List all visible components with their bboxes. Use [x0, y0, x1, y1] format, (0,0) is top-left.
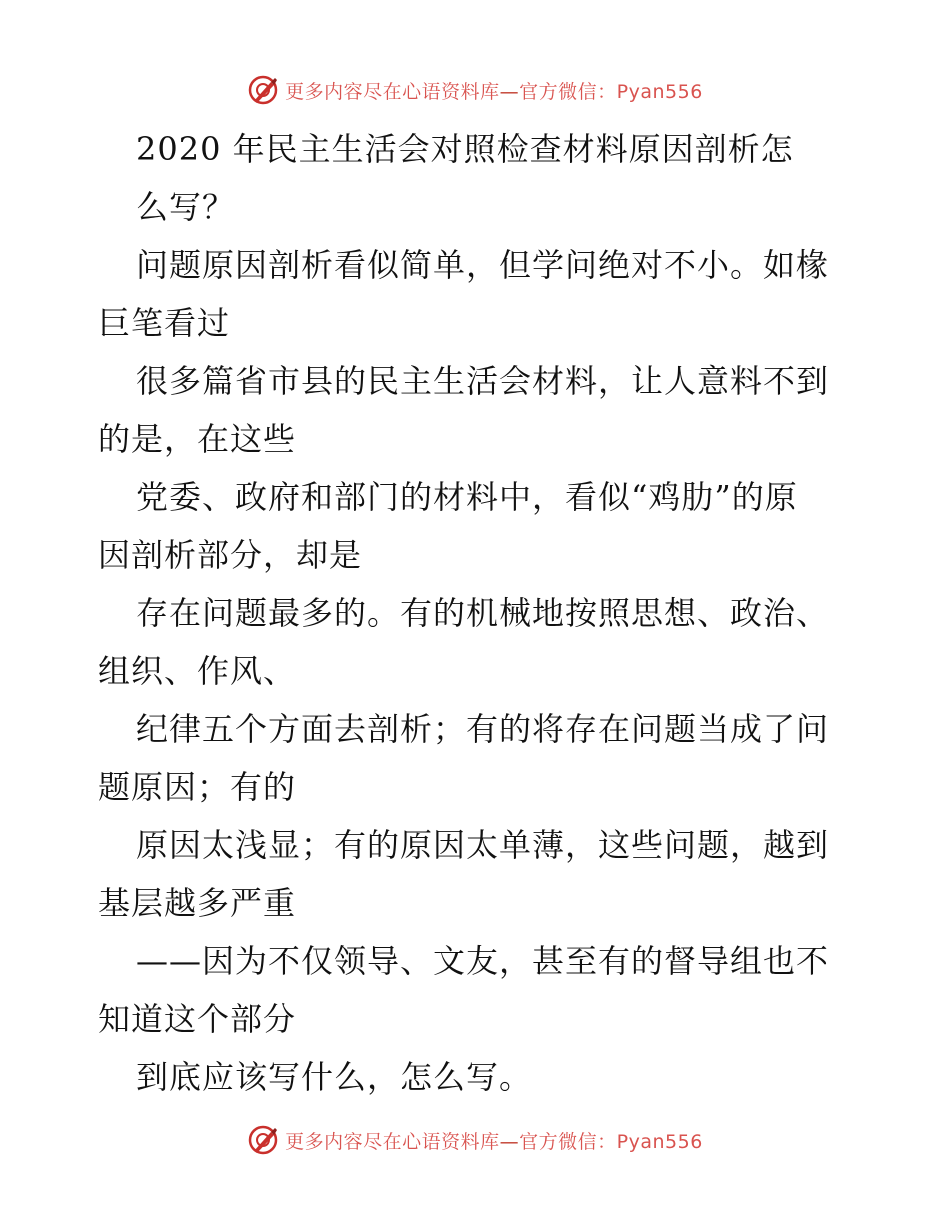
- paragraph-line: 很多篇省市县的民主生活会材料，让人意料不到: [136, 362, 830, 400]
- banner-separator: —: [499, 1130, 520, 1153]
- document-title-line-2: 么写？: [136, 188, 236, 226]
- banner-contact: 官方微信：Pyan556: [519, 80, 703, 103]
- paragraph-line: ——因为不仅领导、文友，甚至有的督导组也不: [136, 942, 830, 980]
- document-body: [98, 120, 858, 1106]
- paragraph-line: 因剖析部分，却是: [98, 536, 363, 574]
- paragraph-line: 知道这个部分: [98, 1000, 297, 1038]
- paragraph-line: 原因太浅显；有的原因太单薄，这些问题，越到: [136, 826, 830, 864]
- paragraph-line: 到底应该写什么，怎么写。: [136, 1058, 533, 1096]
- paragraph-line: 问题原因剖析看似简单，但学问绝对不小。如椽: [136, 246, 830, 284]
- paragraph-line: 巨笔看过: [98, 304, 231, 342]
- paragraph-line: 党委、政府和部门的材料中，看似“鸡肋”的原: [136, 478, 798, 516]
- header-banner-text: [285, 77, 703, 104]
- banner-title: 更多内容尽在心语资料库: [285, 80, 500, 103]
- banner-contact: 官方微信：Pyan556: [519, 1130, 703, 1153]
- paragraph-line: 组织、作风、: [98, 652, 297, 690]
- footer-banner-text: [285, 1127, 703, 1154]
- paragraph-line: 题原因；有的: [98, 768, 297, 806]
- paragraph-line: 基层越多严重: [98, 884, 297, 922]
- pen-logo-icon: [247, 74, 279, 106]
- pen-logo-icon: [247, 1124, 279, 1156]
- paragraph-line: 存在问题最多的。有的机械地按照思想、政治、: [136, 594, 830, 632]
- banner-separator: —: [499, 80, 520, 103]
- footer-watermark: [0, 1120, 950, 1160]
- banner-title: 更多内容尽在心语资料库: [285, 1130, 500, 1153]
- paragraph-line: 的是，在这些: [98, 420, 297, 458]
- header-watermark: [0, 70, 950, 110]
- paragraph-line: 纪律五个方面去剖析；有的将存在问题当成了问: [136, 710, 830, 748]
- document-title-line-1: 2020 年民主生活会对照检查材料原因剖析怎: [136, 130, 794, 168]
